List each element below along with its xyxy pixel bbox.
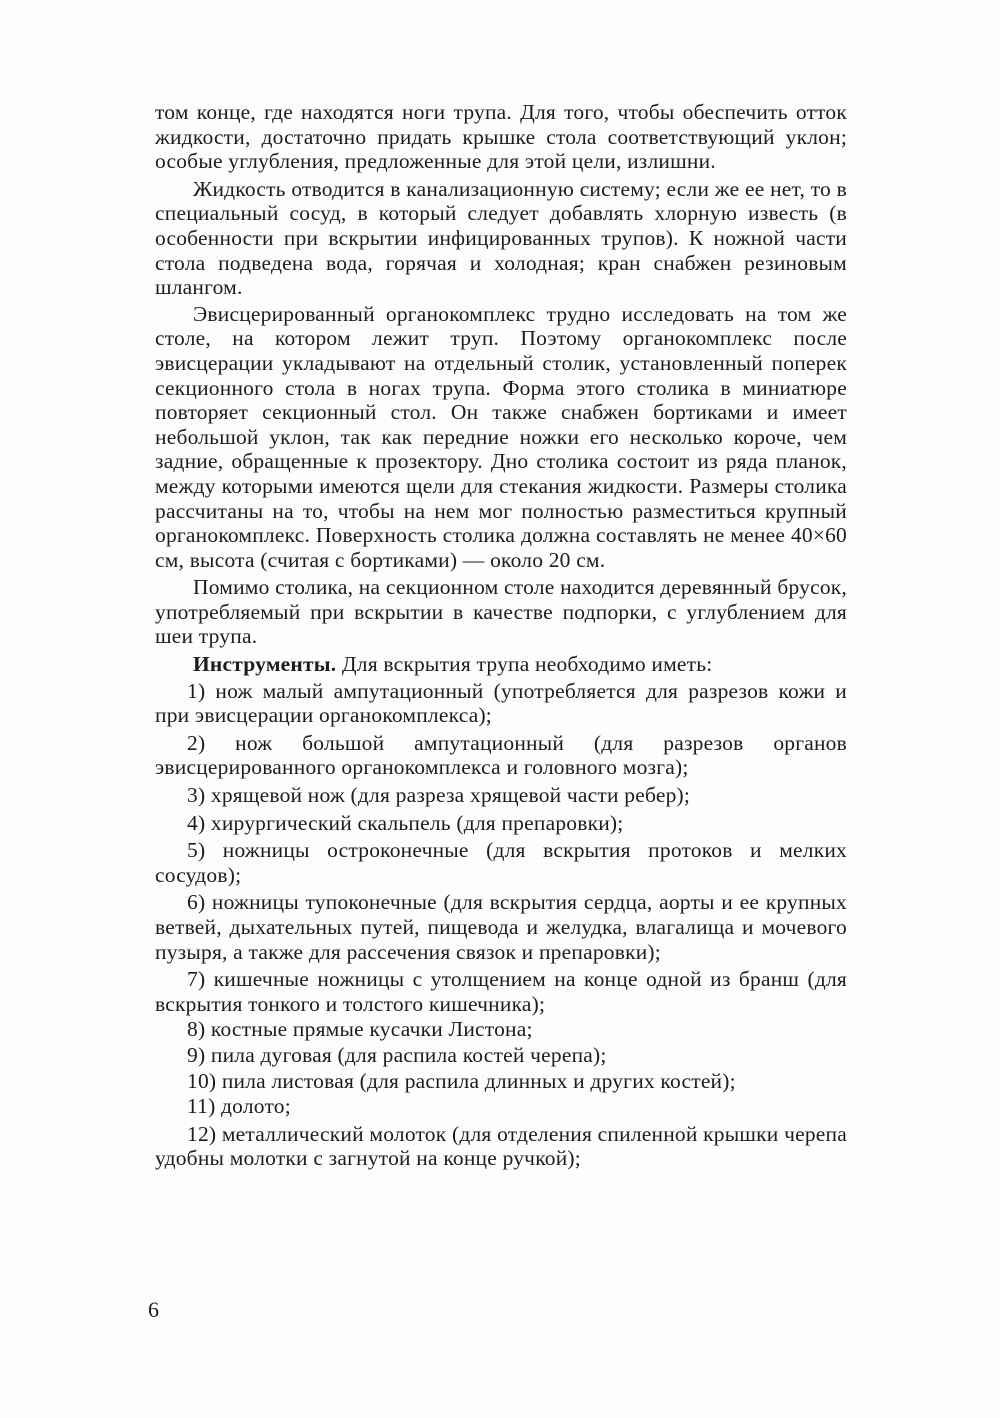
instrument-item-8: 8) костные прямые кусачки Листона; [187, 1017, 533, 1042]
paragraph-organ-table: Эвисцерированный органокомплекс трудно исследовать на том же столе, на котором лежит труп. Поэтому органокомплекс после эвисцерации укладывают на отдельный столик, установленный поперек секционного стола в ногах трупа. Форма этого столика в миниатюре повторяет секционный стол. Он также снабжен бортиками и имеет небольшой уклон, так как передние ножки его несколько короче, чем задние, обращенные к прозектору. Дно столика состоит из ряда планок, между которыми имеются щели для стекания жидкости. Размеры столика рассчитаны на то, чтобы на нем мог полностью разместиться крупный органокомплекс. Поверхность столика должна составлять не менее 40×60 см, высота (считая с бортиками) — около 20 см. [155, 301, 847, 572]
instruments-intro-line [155, 652, 847, 677]
instrument-item-7: 7) кишечные ножницы с утолщением на конце одной из бранш (для вскрытия тонкого и толстого кишечника); [155, 967, 847, 1016]
instrument-item-4: 4) хирургический скальпель (для препаровки); [187, 810, 624, 835]
page-number: 6 [148, 1297, 159, 1322]
instrument-item-11: 11) долото; [187, 1094, 291, 1119]
instrument-item-5: 5) ножницы остроконечные (для вскрытия протоков и мелких сосудов); [155, 838, 847, 887]
instrument-item-9: 9) пила дуговая (для распила костей черепа); [187, 1042, 607, 1067]
instrument-item-6: 6) ножницы тупоконечные (для вскрытия сердца, аорты и ее крупных ветвей, дыхательных путей, пищевода и желудка, влагалища и мочевого пузыря, а также для рассечения связок и препаровки); [155, 890, 847, 964]
instruments-heading: Инструменты. [193, 652, 337, 677]
instrument-item-1: 1) нож малый ампутационный (употребляется для разрезов кожи и при эвисцерации органокомплекса); [155, 678, 847, 728]
instrument-item-12: 12) металлический молоток (для отделения спиленной крышки черепа удобны молотки с загнутой на конце ручкой); [155, 1121, 847, 1171]
instruments-intro: Для вскрытия трупа необходимо иметь: [341, 652, 713, 677]
paragraph-fluid-disposal: Жидкость отводится в канализационную систему; если же ее нет, то в специальный сосуд, в который следует добавлять хлорную известь (в особенности при вскрытии инфицированных трупов). К ножной части стола подведена вода, горячая и холодная; кран снабжен резиновым шлангом. [155, 176, 847, 300]
paragraph-wooden-block: Помимо столика, на секционном столе находится деревянный брусок, употребляемый при вскрытии в качестве подпорки, с углублением для шеи трупа. [155, 575, 847, 649]
instrument-item-2: 2) нож большой ампутационный (для разрезов органов эвисцерированного органокомплекса и головного мозга); [155, 730, 847, 780]
instrument-item-3: 3) хрящевой нож (для разреза хрящевой части ребер); [187, 783, 691, 808]
paragraph-table-drainage: том конце, где находятся ноги трупа. Для того, чтобы обеспечить отток жидкости, достаточно придать крышке стола соответствующий уклон; особые углубления, предложенные для этой цели, излишни. [155, 100, 847, 174]
instrument-item-10: 10) пила листовая (для распила длинных и других костей); [187, 1068, 736, 1093]
page-body [155, 100, 847, 1174]
